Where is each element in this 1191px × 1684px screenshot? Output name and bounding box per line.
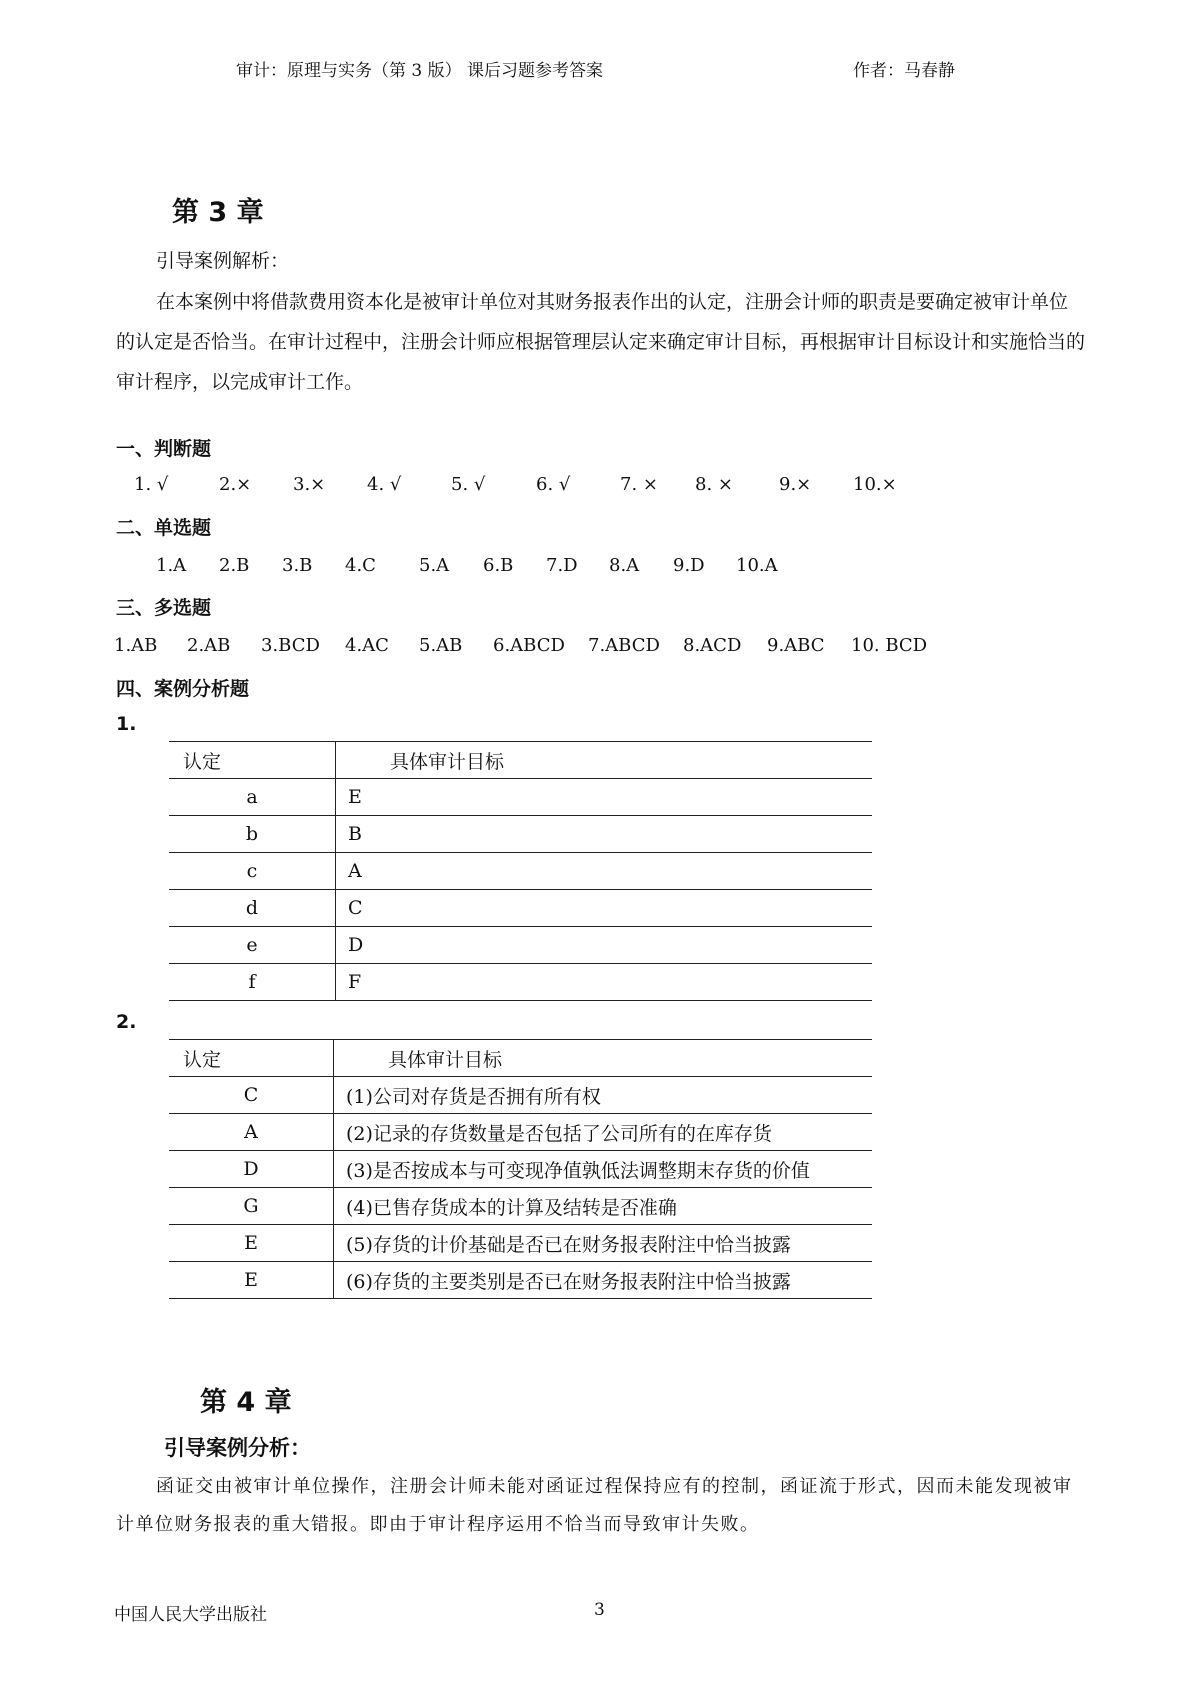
answer-item: 8.ACD — [683, 635, 742, 656]
table-row — [169, 890, 872, 927]
table-cell: (4)已售存货成本的计算及结转是否准确 — [334, 1188, 873, 1225]
table-cell: B — [336, 816, 873, 853]
table-row — [169, 927, 872, 964]
section-multi-choice-title: 三、多选题 — [116, 597, 212, 619]
ch4-intro-text: 函证交由被审计单位操作，注册会计师未能对函证过程保持应有的控制，函证流于形式，因而未能发现被审计单位财务报表的重大错报。即由于审计程序运用不恰当而导致审计失败。 — [116, 1476, 1073, 1535]
answer-item: 8. × — [695, 474, 733, 495]
table-cell: c — [169, 853, 336, 890]
header-author: 作者：马春静 — [853, 61, 955, 81]
header-title: 审计：原理与实务（第 3 版） 课后习题参考答案 — [236, 61, 604, 81]
section-true-false-title: 一、判断题 — [116, 438, 212, 460]
table-cell: b — [169, 816, 336, 853]
answer-item: 7.ABCD — [588, 635, 660, 656]
answer-item: 2.B — [219, 555, 250, 576]
ch3-intro-text: 在本案例中将借款费用资本化是被审计单位对其财务报表作出的认定，注册会计师的职责是要确定被审计单位的认定是否恰当。在审计过程中，注册会计师应根据管理层认定来确定审计目标，再根据审计目标设计和实施恰当的审计程序，以完成审计工作。 — [116, 291, 1086, 393]
table-cell: (1)公司对存货是否拥有所有权 — [334, 1077, 873, 1114]
table-cell: E — [169, 1225, 334, 1262]
chapter-3-title: 第 3 章 — [172, 197, 264, 228]
answer-item: 6.B — [483, 555, 514, 576]
table-header-row — [169, 1040, 872, 1077]
answer-item: 3.× — [293, 474, 326, 495]
answer-item: 6. √ — [536, 474, 571, 495]
header-cell: 认定 — [169, 742, 336, 779]
answer-item: 2.× — [219, 474, 252, 495]
question-2-label: 2. — [116, 1011, 137, 1033]
ch4-intro-label: 引导案例分析： — [164, 1436, 311, 1460]
table-cell: A — [169, 1114, 334, 1151]
true-false-answers — [0, 474, 1191, 500]
table-cell: D — [169, 1151, 334, 1188]
table-cell: d — [169, 890, 336, 927]
answer-item: 4. √ — [367, 474, 402, 495]
assertion-table-1 — [169, 741, 872, 1001]
answer-item: 3.B — [282, 555, 313, 576]
section-case-analysis-title: 四、案例分析题 — [116, 678, 250, 700]
table-cell: F — [336, 964, 873, 1001]
answer-item: 9.D — [673, 555, 705, 576]
ch3-intro-label: 引导案例解析： — [156, 250, 290, 272]
answer-item: 6.ABCD — [493, 635, 565, 656]
answer-item: 5.AB — [419, 635, 463, 656]
answer-item: 8.A — [609, 555, 640, 576]
answer-item: 7. × — [620, 474, 658, 495]
answer-item: 4.C — [345, 555, 376, 576]
table-cell: C — [336, 890, 873, 927]
answer-item: 5. √ — [451, 474, 486, 495]
answer-item: 10.A — [736, 555, 778, 576]
table-cell: A — [336, 853, 873, 890]
table-cell: (5)存货的计价基础是否已在财务报表附注中恰当披露 — [334, 1225, 873, 1262]
table-row — [169, 1188, 872, 1225]
header-cell: 具体审计目标 — [336, 742, 873, 779]
answer-item: 5.A — [419, 555, 450, 576]
table-cell: E — [336, 779, 873, 816]
table-row — [169, 1077, 872, 1114]
answer-item: 1.AB — [114, 635, 158, 656]
answer-item: 10.× — [853, 474, 897, 495]
header-cell: 认定 — [169, 1040, 334, 1077]
table-cell: e — [169, 927, 336, 964]
table-row — [169, 779, 872, 816]
header-cell: 具体审计目标 — [334, 1040, 873, 1077]
table-row — [169, 1262, 872, 1299]
single-choice-answers — [0, 555, 1191, 581]
answer-item: 2.AB — [187, 635, 231, 656]
table-row — [169, 1151, 872, 1188]
table-cell: (3)是否按成本与可变现净值孰低法调整期末存货的价值 — [334, 1151, 873, 1188]
table-row — [169, 964, 872, 1001]
assertion-table-2 — [169, 1039, 872, 1299]
table-row — [169, 816, 872, 853]
section-single-choice-title: 二、单选题 — [116, 517, 212, 539]
table-cell: C — [169, 1077, 334, 1114]
table-cell: G — [169, 1188, 334, 1225]
chapter-4-title: 第 4 章 — [200, 1387, 292, 1418]
answer-item: 10. BCD — [851, 635, 928, 656]
table-cell: D — [336, 927, 873, 964]
question-1-label: 1. — [116, 713, 137, 735]
answer-item: 4.AC — [345, 635, 389, 656]
answer-item: 9.× — [779, 474, 812, 495]
answer-item: 1. √ — [134, 474, 169, 495]
table-header-row — [169, 742, 872, 779]
answer-item: 3.BCD — [261, 635, 320, 656]
answer-item: 9.ABC — [767, 635, 825, 656]
footer-publisher: 中国人民大学出版社 — [114, 1605, 267, 1625]
page-number: 3 — [594, 1600, 605, 1620]
answer-item: 7.D — [546, 555, 578, 576]
table-cell: E — [169, 1262, 334, 1299]
answer-item: 1.A — [156, 555, 187, 576]
table-cell: a — [169, 779, 336, 816]
table-row — [169, 853, 872, 890]
table-cell: (6)存货的主要类别是否已在财务报表附注中恰当披露 — [334, 1262, 873, 1299]
table-row — [169, 1225, 872, 1262]
table-cell: f — [169, 964, 336, 1001]
multi-choice-answers — [0, 635, 1191, 661]
table-row — [169, 1114, 872, 1151]
table-cell: (2)记录的存货数量是否包括了公司所有的在库存货 — [334, 1114, 873, 1151]
